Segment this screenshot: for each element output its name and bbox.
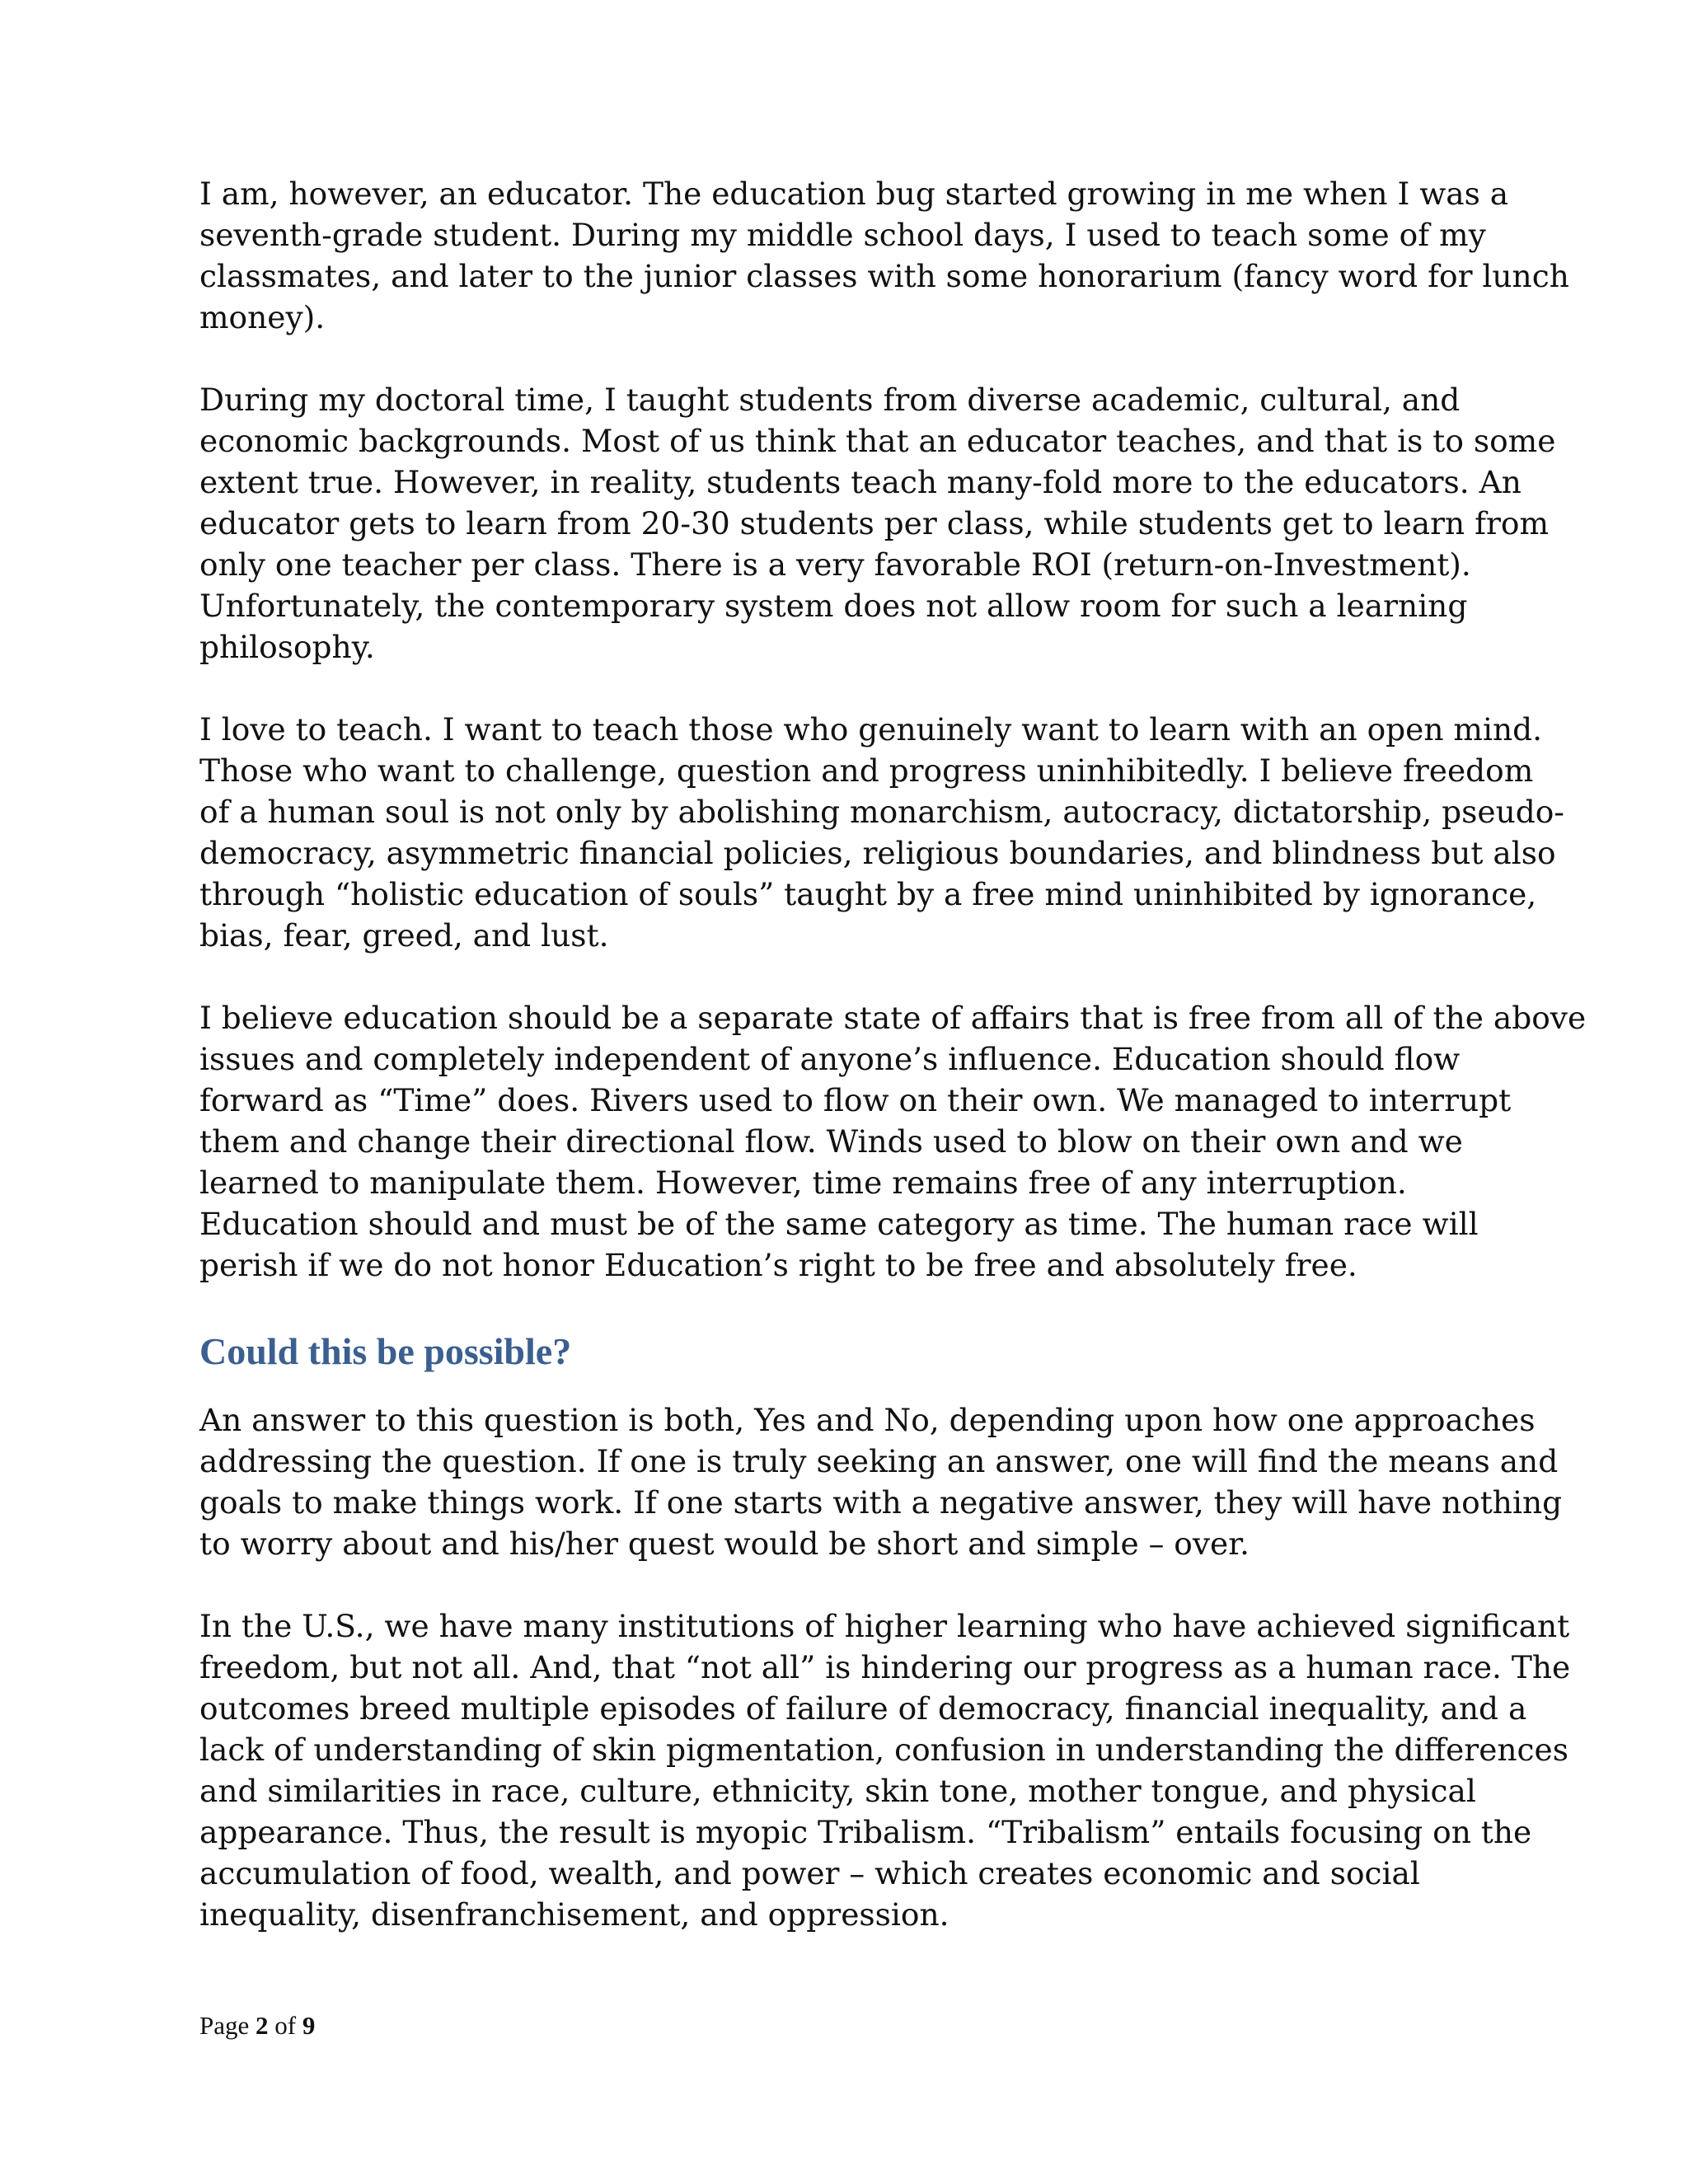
text-line: through “holistic education of souls” taught by a free mind uninhibited by ignorance, [199,876,1537,912]
paragraph [199,997,1587,1286]
text-line: outcomes breed multiple episodes of failure of democracy, financial inequality, and a [199,1690,1527,1727]
text-line: seventh-grade student. During my middle school days, I used to teach some of my [199,217,1486,253]
text-line: freedom, but not all. And, that “not all” is hindering our progress as a human race. The [199,1649,1571,1685]
text-line: them and change their directional flow. Winds used to blow on their own and we [199,1123,1463,1160]
text-line: addressing the question. If one is truly seeking an answer, one will find the means and [199,1443,1559,1479]
footer-current-page: 2 [256,2011,269,2040]
text-line: economic backgrounds. Most of us think that an educator teaches, and that is to some [199,423,1556,459]
text-line: Unfortunately, the contemporary system does not allow room for such a learning [199,588,1468,624]
text-line: I am, however, an educator. The education bug started growing in me when I was a [199,176,1509,212]
text-line: to worry about and his/her quest would be short and simple – over. [199,1526,1250,1562]
text-line: extent true. However, in reality, students teach many-fold more to the educators. An [199,464,1522,500]
paragraph [199,1399,1563,1564]
text-line: I believe education should be a separate state of affairs that is free from all of the above [199,1000,1587,1036]
text-line: bias, fear, greed, and lust. [199,917,609,954]
text-line: only one teacher per class. There is a very favorable ROI (return-on-Investment). [199,546,1471,583]
text-line: and similarities in race, culture, ethnicity, skin tone, mother tongue, and physical [199,1773,1476,1809]
section-heading: Could this be possible? [199,1330,572,1372]
footer-total-pages: 9 [302,2011,316,2040]
text-line: inequality, disenfranchisement, and oppression. [199,1896,950,1933]
footer-page-word: Page [199,2011,250,2040]
text-line: accumulation of food, wealth, and power – which creates economic and social [199,1855,1420,1891]
text-line: learned to manipulate them. However, time remains free of any interruption. [199,1165,1407,1201]
text-line: philosophy. [199,629,375,665]
text-line: money). [199,299,326,335]
text-line: democracy, asymmetric financial policies, religious boundaries, and blindness but also [199,835,1556,871]
page-body [199,173,1587,1976]
paragraph [199,379,1556,668]
paragraph [199,1605,1571,1935]
top-paragraphs [199,173,1587,1286]
text-line: issues and completely independent of anyone’s influence. Education should flow [199,1041,1461,1077]
paragraph [199,173,1569,338]
page-footer [199,2011,315,2041]
paragraph [199,709,1564,956]
text-line: educator gets to learn from 20-30 students per class, while students get to learn from [199,505,1550,541]
footer-of-word: of [274,2011,297,2040]
text-line: During my doctoral time, I taught students from diverse academic, cultural, and [199,382,1461,418]
text-line: In the U.S., we have many institutions of higher learning who have achieved significant [199,1608,1570,1644]
text-line: of a human soul is not only by abolishing monarchism, autocracy, dictatorship, pseudo- [199,794,1564,830]
text-line: I love to teach. I want to teach those who genuinely want to learn with an open mind. [199,711,1543,748]
text-line: goals to make things work. If one starts with a negative answer, they will have nothing [199,1484,1563,1521]
text-line: Those who want to challenge, question and progress uninhibitedly. I believe freedom [199,752,1534,789]
text-line: Education should and must be of the same category as time. The human race will [199,1206,1479,1242]
text-line: appearance. Thus, the result is myopic Tribalism. “Tribalism” entails focusing on the [199,1814,1532,1850]
text-line: perish if we do not honor Education’s right to be free and absolutely free. [199,1247,1357,1283]
text-line: classmates, and later to the junior classes with some honorarium (fancy word for lunch [199,258,1569,294]
text-line: lack of understanding of skin pigmentation, confusion in understanding the differences [199,1732,1568,1768]
text-line: An answer to this question is both, Yes and No, depending upon how one approaches [199,1402,1536,1438]
bottom-paragraphs [199,1399,1571,1935]
text-line: forward as “Time” does. Rivers used to flow on their own. We managed to interrupt [199,1082,1512,1118]
